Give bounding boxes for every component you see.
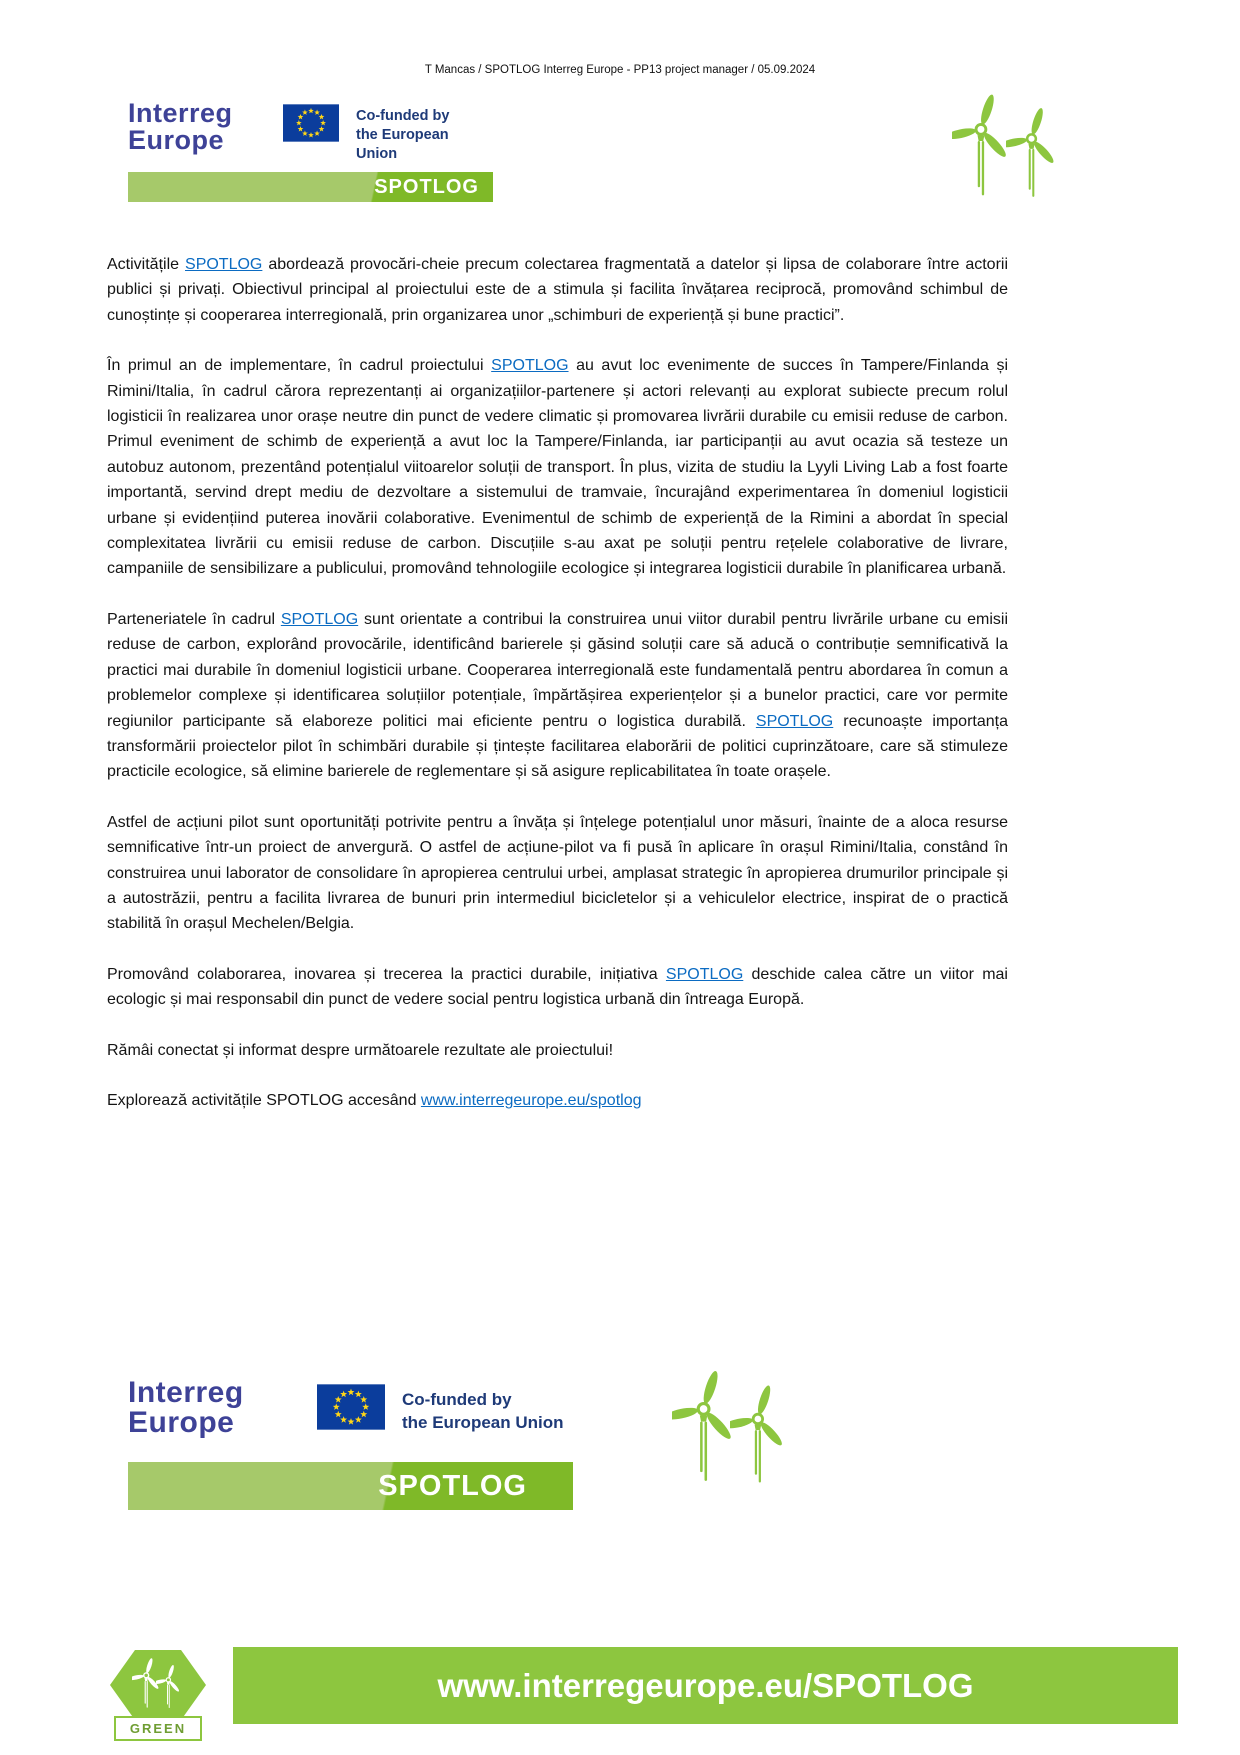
text-segment: sunt orientate a contribui la construirea unui viitor durabil pentru livrările urbane cu emisii reduse de carbon, explorând provocările, identificând barierele și găsind soluții care să aducă o contribuție semnificativă la practici mai durabile în domeniul logisticii urbane. Cooperarea interregională este fundamentală pentru abordarea în comun a problemelor complexe și identificarea soluțiilor potențiale, împărtășirea experiențelor și a bunelor practici, care vor permite regiunilor participante să elaboreze politici mai eficiente pentru o logistica durabilă. xyxy=(107,610,1009,730)
cofunded-line-1: Co-funded by xyxy=(356,108,450,124)
spotlog-banner-label: SPOTLOG xyxy=(374,175,479,198)
wind-turbine-icon xyxy=(672,1366,735,1486)
spotlog-banner xyxy=(128,1462,573,1510)
brand-line-2: Europe xyxy=(128,1406,235,1439)
paragraph-1 xyxy=(107,252,1008,328)
text-segment: abordează provocări-cheie precum colectarea fragmentată a datelor și lipsa de colaborare între actorii publici și privați. Obiectivul principal al proiectului este de a stimula și facilita învățarea reciprocă, promovând schimbul de cunoștințe și cooperarea interregională, prin organizarea unor „schimburi de experiență și bune practici”. xyxy=(107,256,1009,324)
spotlog-link[interactable]: SPOTLOG xyxy=(755,712,834,730)
interreg-spotlog-logo-bottom xyxy=(128,1378,573,1510)
footer-url-banner[interactable] xyxy=(233,1647,1178,1724)
paragraph-explore xyxy=(107,1088,1008,1113)
cofunded-line-2: the European Union xyxy=(356,127,449,162)
spotlog-url-link[interactable]: www.interregeurope.eu/spotlog xyxy=(420,1091,642,1109)
cofunded-line-1: Co-funded by xyxy=(402,1390,512,1409)
text-segment: Rămâi conectat și informat despre următoarele rezultate ale proiectului! xyxy=(107,1041,614,1059)
eu-flag-icon xyxy=(317,1384,385,1430)
spotlog-link[interactable]: SPOTLOG xyxy=(491,357,569,375)
green-hexagon-badge xyxy=(106,1650,210,1750)
green-badge-label: GREEN xyxy=(114,1716,202,1741)
paragraph-2 xyxy=(107,353,1008,582)
brand-line-1: Interreg xyxy=(128,1376,244,1409)
text-segment: au avut loc evenimente de succes în Tampere/Finlanda și Rimini/Italia, în cadrul cărora reprezentanți ai organizațiilor-partenere și actori relevanți au explorat subiecte precum rolul logisticii în realizarea unor orașe neutre din punct de vedere climatic și promovarea livrării durabile cu emisii reduse de carbon. Primul eveniment de schimb de experiență a avut loc la Tampere/Finlanda, iar participanții au avut ocazia să testeze un autobuz autonom, prezentând potențialul viitoarelor soluții de transport. În plus, vizita de studiu la Lyyli Living Lab a fost foarte importantă, servind drept mediu de dezvoltare a sistemului de tramvaie, încurajând experimentarea în domeniul logisticii urbane și evidențiind puterea inovării colaborative. Evenimentul de schimb de experiență de la Rimini a abordat în special complexitatea livrării cu emisii reduse de carbon. Discuțiile s-au axat pe soluții pentru rețelele colaborative de livrare, campaniile de sensibilizare a publicului, promovând tehnologiile ecologice și integrarea logisticii durabile în planificarea urbană. xyxy=(107,357,1008,578)
document-header: T Mancas / SPOTLOG Interreg Europe - PP13 project manager / 05.09.2024 xyxy=(424,64,816,76)
spotlog-banner-label: SPOTLOG xyxy=(378,1469,527,1502)
paragraph-5 xyxy=(107,962,1008,1013)
text-segment: deschide calea către un viitor mai ecologic și mai responsabil din punct de vedere social pentru logistica urbană din întreaga Europă. xyxy=(107,965,1008,1009)
text-segment: Promovând colaborarea, inovarea și trecerea la practici durabile, inițiativa xyxy=(107,965,666,983)
wind-turbine-icon xyxy=(1006,104,1057,201)
cofunded-line-2: the European Union xyxy=(402,1413,564,1432)
text-segment: În primul an de implementare, în cadrul proiectului xyxy=(107,357,492,375)
text-segment: Parteneriatele în cadrul xyxy=(107,610,281,628)
text-segment: Explorează activitățile SPOTLOG accesând xyxy=(107,1091,421,1109)
interreg-spotlog-logo-top xyxy=(128,100,493,202)
footer-url-text: www.interregeurope.eu/SPOTLOG xyxy=(437,1666,974,1704)
brand-line-1: Interreg xyxy=(128,98,233,128)
wind-turbine-icon xyxy=(730,1381,786,1487)
text-segment: Activitățile xyxy=(107,256,186,273)
eu-flag-icon xyxy=(283,104,339,142)
wind-turbines-graphic-top xyxy=(952,86,1092,221)
spotlog-link[interactable]: SPOTLOG xyxy=(185,256,263,273)
brand-line-2: Europe xyxy=(128,125,225,155)
spotlog-banner xyxy=(128,172,493,202)
wind-turbines-graphic-bottom xyxy=(672,1366,822,1501)
cofunded-text xyxy=(356,107,493,164)
spotlog-link[interactable]: SPOTLOG xyxy=(280,610,359,628)
spotlog-link[interactable]: SPOTLOG xyxy=(665,965,744,983)
cofunded-text xyxy=(402,1388,564,1434)
article-body xyxy=(107,252,1008,1138)
text-segment: Astfel de acțiuni pilot sunt oportunități potrivite pentru a învăța și înțelege potențialul unor măsuri, înainte de a aloca resurse semnificative într-un proiect de anvergură. O astfel de acțiune-pilot va fi pusă în aplicare în orașul Rimini/Italia, constând în construirea unui laborator de consolidare în apropierea centrului urbei, amplasat strategic în apropierea drumurilor principale și a autostrăzii, pentru a facilita livrarea de bunuri prin intermediul bicicletelor și a vehiculelor electrice, inspirat de o practică stabilită în orașul Mechelen/Belgia. xyxy=(107,813,1008,933)
paragraph-4 xyxy=(107,810,1008,937)
paragraph-stay-connected xyxy=(107,1038,1008,1063)
paragraph-3 xyxy=(107,607,1008,785)
wind-turbine-icon xyxy=(952,90,1010,200)
wind-turbine-icon xyxy=(156,1663,181,1710)
text-segment: recunoaște importanța transformării proiectelor pilot în schimbări durabile și țintește facilitarea elaborării de politici cuprinzătoare, care să stimuleze practicile ecologice, să elimine barierele de reglementare și să asigure replicabilitatea în toate orașele. xyxy=(107,712,1008,781)
